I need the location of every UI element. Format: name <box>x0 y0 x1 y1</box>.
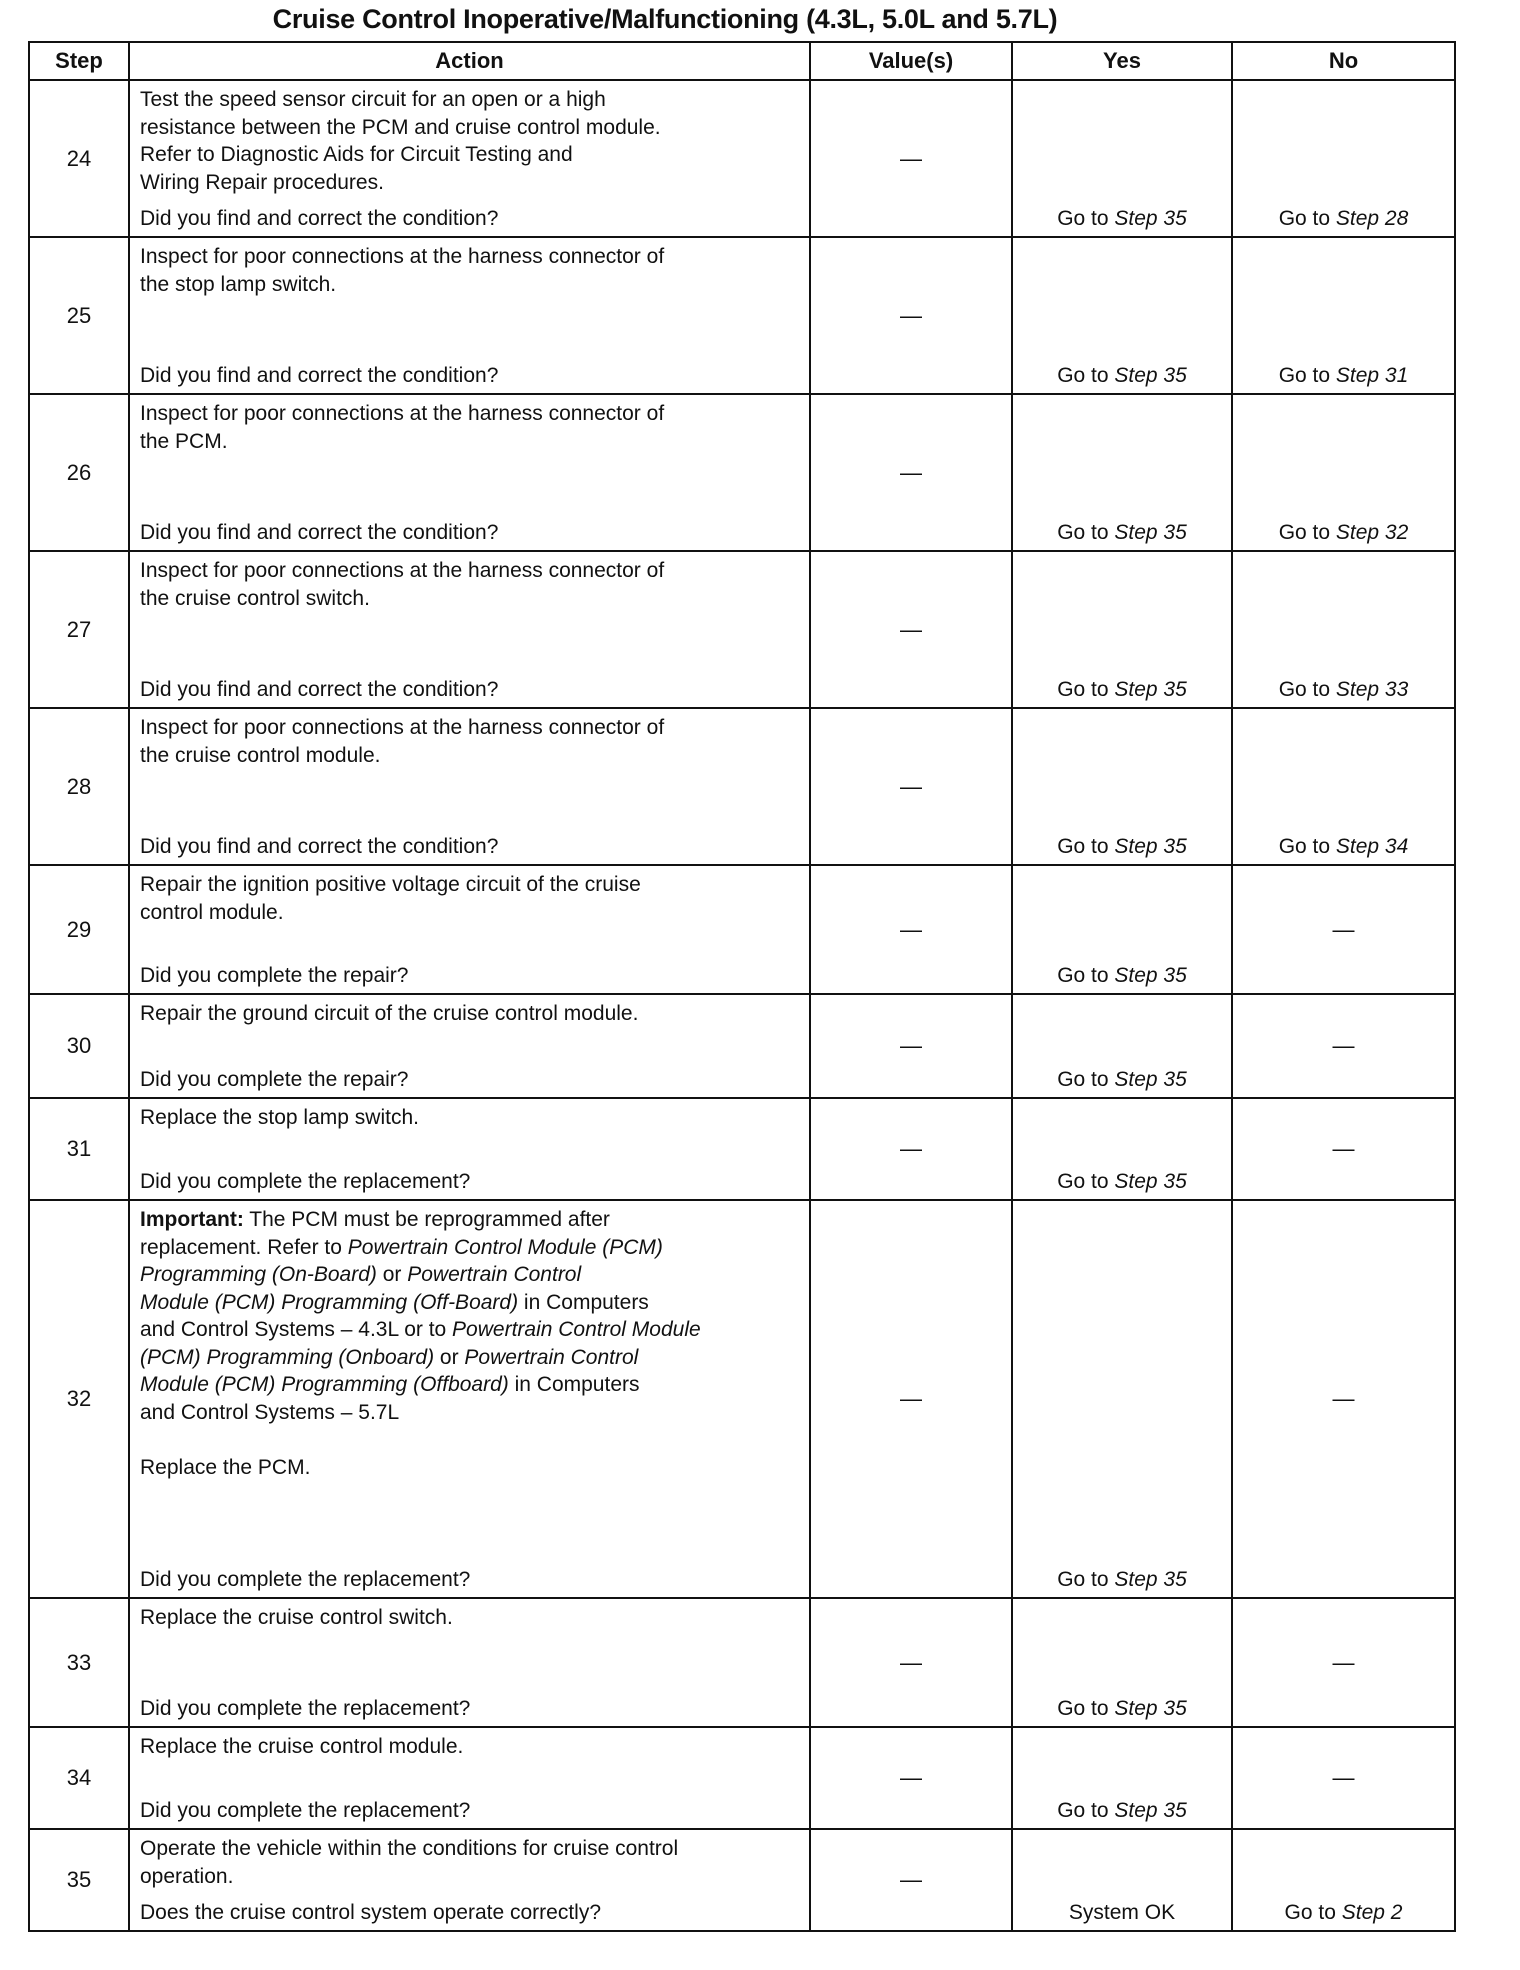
table-row <box>29 80 1455 237</box>
action-line: the cruise control switch. <box>140 586 370 610</box>
document-title: Cruise Control Inoperative/Malfunctioning (4.3L, 5.0L and 5.7L) <box>272 4 1058 34</box>
step-number: 27 <box>29 551 129 708</box>
goto-step: Step 35 <box>1114 1068 1187 1091</box>
action-instructions <box>140 1206 799 1481</box>
action-line: operation. <box>140 1864 234 1888</box>
step-number: 29 <box>29 865 129 994</box>
no-cell <box>1232 1829 1455 1931</box>
action-line: Operate the vehicle within the conditions for cruise control <box>140 1837 679 1860</box>
step-number: 25 <box>29 237 129 394</box>
value-cell: — <box>810 1200 1012 1598</box>
header-action: Action <box>129 42 810 80</box>
action-instructions <box>140 400 799 455</box>
step-number: 32 <box>29 1200 129 1598</box>
action-line: Inspect for poor connections at the harness connector of <box>140 245 665 268</box>
table-row <box>29 1598 1455 1727</box>
step-number: 34 <box>29 1727 129 1829</box>
yes-cell <box>1012 80 1232 237</box>
reference-title: Powertrain Control <box>464 1345 639 1369</box>
header-values: Value(s) <box>810 42 1012 80</box>
action-text: The PCM must be reprogrammed after <box>243 1208 610 1231</box>
action-line: resistance between the PCM and cruise control module. <box>140 115 661 139</box>
header-row <box>29 42 1455 80</box>
goto-step: Step 32 <box>1335 521 1409 544</box>
goto-link[interactable] <box>1057 1799 1187 1822</box>
value-cell: — <box>810 551 1012 708</box>
goto-prefix: Go to <box>1057 1170 1115 1193</box>
reference-title: Powertrain Control <box>407 1263 582 1286</box>
table-row <box>29 1098 1455 1200</box>
reference-title: Powertrain Control Module (PCM) <box>347 1235 663 1259</box>
reference-title: Programming (On-Board) <box>140 1263 377 1286</box>
goto-link[interactable] <box>1279 364 1409 387</box>
reference-title: Module (PCM) Programming (Offboard) <box>140 1373 509 1396</box>
goto-prefix: Go to <box>1057 521 1115 544</box>
action-line <box>140 1289 799 1317</box>
table-row <box>29 865 1455 994</box>
action-cell <box>129 865 810 994</box>
value-cell: — <box>810 1727 1012 1829</box>
no-cell <box>1232 80 1455 237</box>
table-row <box>29 394 1455 551</box>
action-instructions <box>140 871 799 926</box>
action-content <box>130 1830 809 1930</box>
action-text: and Control Systems – 4.3L or to <box>140 1318 453 1341</box>
no-cell: — <box>1232 1598 1455 1727</box>
value-cell: — <box>810 994 1012 1098</box>
goto-step: Step 35 <box>1114 207 1187 230</box>
action-text: or <box>434 1345 465 1369</box>
action-line <box>140 1344 799 1372</box>
goto-prefix: Go to <box>1057 835 1115 858</box>
table-row <box>29 1829 1455 1931</box>
action-line: the cruise control module. <box>140 743 381 767</box>
table-row <box>29 708 1455 865</box>
step-number: 24 <box>29 80 129 237</box>
goto-step: Step 34 <box>1335 835 1409 858</box>
goto-prefix: Go to <box>1278 678 1336 701</box>
yes-cell <box>1012 237 1232 394</box>
yes-cell <box>1012 994 1232 1098</box>
action-line: Repair the ground circuit of the cruise control module. <box>140 1002 639 1025</box>
goto-step: Step 35 <box>1114 1799 1187 1822</box>
goto-prefix: Go to <box>1057 1068 1115 1091</box>
goto-prefix: Go to <box>1278 207 1336 230</box>
action-line: Replace the cruise control module. <box>140 1735 464 1758</box>
action-question: Did you find and correct the condition? <box>140 363 499 387</box>
action-line: Repair the ignition positive voltage circuit of the cruise <box>140 873 641 896</box>
action-line: the PCM. <box>140 429 228 453</box>
value-cell: — <box>810 1598 1012 1727</box>
goto-step: Step 33 <box>1335 678 1409 701</box>
goto-link[interactable] <box>1057 1697 1187 1720</box>
yes-cell <box>1012 394 1232 551</box>
goto-prefix: Go to <box>1057 207 1115 230</box>
action-instructions <box>140 1835 799 1890</box>
action-line: Replace the PCM. <box>140 1455 311 1479</box>
action-cell <box>129 394 810 551</box>
action-instructions <box>140 1604 799 1632</box>
value-cell: — <box>810 237 1012 394</box>
goto-prefix: Go to <box>1057 678 1115 701</box>
action-line: control module. <box>140 900 284 924</box>
no-cell <box>1232 551 1455 708</box>
action-content <box>130 238 809 393</box>
action-content <box>130 81 809 236</box>
goto-step: Step 35 <box>1114 1568 1187 1591</box>
yes-cell <box>1012 1598 1232 1727</box>
action-instructions <box>140 714 799 769</box>
no-cell: — <box>1232 994 1455 1098</box>
action-cell <box>129 1098 810 1200</box>
action-content <box>130 866 809 993</box>
goto-step: Step 35 <box>1114 835 1187 858</box>
goto-prefix: Go to <box>1057 1697 1115 1720</box>
step-number: 31 <box>29 1098 129 1200</box>
yes-cell <box>1012 551 1232 708</box>
no-cell: — <box>1232 1727 1455 1829</box>
reference-title: Powertrain Control Module <box>452 1318 701 1341</box>
value-cell: — <box>810 1829 1012 1931</box>
action-content <box>130 709 809 864</box>
action-content <box>130 995 809 1097</box>
goto-step: Step 35 <box>1114 521 1187 544</box>
action-line: Inspect for poor connections at the harness connector of <box>140 716 665 739</box>
goto-prefix: Go to <box>1057 964 1115 987</box>
goto-link[interactable] <box>1057 1068 1187 1091</box>
table-row <box>29 1200 1455 1598</box>
action-text: or <box>376 1263 408 1286</box>
goto-link[interactable] <box>1057 1170 1187 1193</box>
step-number: 33 <box>29 1598 129 1727</box>
goto-link[interactable] <box>1057 364 1187 387</box>
action-instructions <box>140 1000 799 1028</box>
action-instructions <box>140 1733 799 1761</box>
no-cell: — <box>1232 865 1455 994</box>
action-question: Did you complete the replacement? <box>140 1567 471 1591</box>
goto-step: Step 35 <box>1114 1170 1187 1193</box>
no-cell <box>1232 394 1455 551</box>
value-cell: — <box>810 865 1012 994</box>
step-number: 26 <box>29 394 129 551</box>
goto-link[interactable] <box>1279 678 1409 701</box>
yes-cell <box>1012 1727 1232 1829</box>
action-line: Replace the cruise control switch. <box>140 1606 453 1629</box>
action-line <box>140 1371 799 1399</box>
goto-link[interactable] <box>1285 1901 1403 1924</box>
value-cell: — <box>810 80 1012 237</box>
action-line: Refer to Diagnostic Aids for Circuit Testing and <box>140 143 573 166</box>
goto-prefix: Go to <box>1278 835 1336 858</box>
value-cell: — <box>810 708 1012 865</box>
goto-link[interactable] <box>1057 521 1187 544</box>
action-line: Wiring Repair procedures. <box>140 170 384 194</box>
action-question: Did you complete the repair? <box>140 963 409 987</box>
action-question: Did you find and correct the condition? <box>140 677 499 701</box>
goto-link[interactable] <box>1057 678 1187 701</box>
action-cell <box>129 1200 810 1598</box>
action-question: Did you complete the replacement? <box>140 1169 471 1193</box>
diagnostic-table <box>28 41 1456 1932</box>
value-cell: — <box>810 394 1012 551</box>
no-cell: — <box>1232 1200 1455 1598</box>
important-label: Important: <box>140 1208 244 1231</box>
value-cell: — <box>810 1098 1012 1200</box>
action-line: Inspect for poor connections at the harness connector of <box>140 559 665 582</box>
no-cell <box>1232 708 1455 865</box>
action-line: Inspect for poor connections at the harness connector of <box>140 402 665 425</box>
action-cell <box>129 237 810 394</box>
action-line <box>140 1206 799 1234</box>
action-text: replacement. Refer to <box>140 1235 348 1259</box>
goto-link[interactable] <box>1279 207 1409 230</box>
action-line <box>140 1316 799 1344</box>
header-no: No <box>1232 42 1455 80</box>
goto-link[interactable] <box>1279 521 1409 544</box>
table-row <box>29 994 1455 1098</box>
action-content <box>130 1201 809 1597</box>
goto-prefix: Go to <box>1057 364 1115 387</box>
action-question: Did you find and correct the condition? <box>140 834 499 858</box>
table-row <box>29 1727 1455 1829</box>
goto-prefix: Go to <box>1057 1799 1115 1822</box>
action-content <box>130 1099 809 1199</box>
goto-prefix: Go to <box>1278 521 1336 544</box>
step-number: 35 <box>29 1829 129 1931</box>
action-content <box>130 1599 809 1726</box>
action-cell <box>129 1727 810 1829</box>
action-question: Did you complete the replacement? <box>140 1798 471 1822</box>
goto-step: Step 35 <box>1114 364 1187 387</box>
goto-prefix: Go to <box>1278 364 1336 387</box>
action-cell <box>129 708 810 865</box>
goto-step: Step 28 <box>1335 207 1409 230</box>
step-number: 28 <box>29 708 129 865</box>
action-line <box>140 1234 799 1262</box>
action-instructions <box>140 86 799 196</box>
action-line: Test the speed sensor circuit for an open or a high <box>140 88 606 111</box>
goto-link[interactable] <box>1057 1568 1187 1591</box>
action-cell <box>129 551 810 708</box>
goto-step: Step 2 <box>1341 1901 1403 1924</box>
reference-title: (PCM) Programming (Onboard) <box>140 1345 435 1369</box>
goto-link[interactable] <box>1057 835 1187 858</box>
action-line: Replace the stop lamp switch. <box>140 1106 419 1129</box>
action-text: and Control Systems – 5.7L <box>140 1400 400 1424</box>
yes-cell <box>1012 1200 1232 1598</box>
action-instructions <box>140 557 799 612</box>
step-number: 30 <box>29 994 129 1098</box>
action-question: Did you find and correct the condition? <box>140 206 499 230</box>
action-content <box>130 552 809 707</box>
action-instructions <box>140 1104 799 1132</box>
action-cell <box>129 994 810 1098</box>
action-question: Did you complete the repair? <box>140 1067 409 1091</box>
action-cell <box>129 1829 810 1931</box>
yes-cell <box>1012 1098 1232 1200</box>
goto-link[interactable] <box>1279 835 1409 858</box>
action-cell <box>129 80 810 237</box>
goto-step: Step 35 <box>1114 1697 1187 1720</box>
no-cell: — <box>1232 1098 1455 1200</box>
yes-cell: System OK <box>1012 1829 1232 1931</box>
header-step: Step <box>29 42 129 80</box>
header-yes: Yes <box>1012 42 1232 80</box>
action-text: in Computers <box>508 1373 640 1396</box>
action-cell <box>129 1598 810 1727</box>
yes-cell <box>1012 708 1232 865</box>
goto-step: Step 35 <box>1114 678 1187 701</box>
table-row <box>29 237 1455 394</box>
action-line <box>140 1399 799 1427</box>
action-content <box>130 395 809 550</box>
reference-title: Module (PCM) Programming (Off-Board) <box>140 1290 519 1314</box>
action-content <box>130 1728 809 1828</box>
goto-link[interactable] <box>1057 207 1187 230</box>
table-row <box>29 551 1455 708</box>
goto-step: Step 35 <box>1114 964 1187 987</box>
action-instructions <box>140 243 799 298</box>
action-question: Did you complete the replacement? <box>140 1696 471 1720</box>
action-question: Does the cruise control system operate correctly? <box>140 1900 602 1924</box>
goto-link[interactable] <box>1057 964 1187 987</box>
action-question: Did you find and correct the condition? <box>140 520 499 544</box>
action-text: in Computers <box>518 1290 649 1314</box>
action-line <box>140 1261 799 1289</box>
goto-step: Step 31 <box>1335 364 1409 387</box>
goto-prefix: Go to <box>1057 1568 1115 1591</box>
action-line: the stop lamp switch. <box>140 272 337 296</box>
yes-cell <box>1012 865 1232 994</box>
goto-prefix: Go to <box>1284 1901 1342 1924</box>
no-cell <box>1232 237 1455 394</box>
blank-line <box>140 1426 799 1454</box>
